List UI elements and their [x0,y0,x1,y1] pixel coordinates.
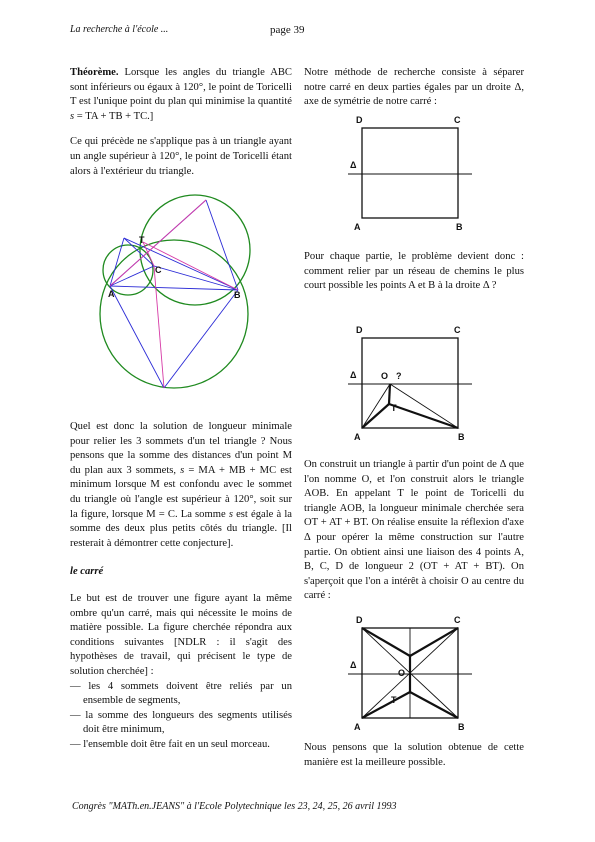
fig3-label-delta: Δ [350,370,357,380]
fig1-label-b: B [234,290,241,300]
fig4-label-b: B [458,722,465,732]
full-solution-figure [340,612,480,736]
fig4-label-delta: Δ [350,660,357,670]
fig3-label-a: A [354,432,361,442]
fig4-label-o: O [398,668,406,678]
fig2-label-a: A [354,222,361,232]
left-column-lower [70,420,292,752]
conditions-list [70,680,292,753]
fig3-label-q: ? [396,371,402,381]
page-footer: Congrès "MATh.en.JEANS" à l'Ecole Polytechnique les 23, 24, 25, 26 avril 1993 [72,801,397,812]
fig3-label-o: O [381,371,389,381]
conjecture-text-b: = MA + MB + MC est minimum lorsque M est confondu avec le sommet du triangle où l'angle est supérieur à 120°, soit sur la figure, lorsque M = C. La somme [70,464,292,520]
conjecture-text-c: est égale à la somme des deux plus petits côtés du triangle. [Il resterait à démontrer cette conjecture]. [70,508,293,549]
square-axis-figure [340,112,480,236]
fig4-label-c: C [454,615,461,625]
goal-paragraph: Le but est de trouver une figure ayant la même ombre qu'un carré, mais qui nécessite le moins de matière possible. La figure cherchée répondra aux conditions suivantes [NDLR : il s'agit des hypothèses de travail, qui précisent le type de solution cherchée] : [70,592,292,677]
list-item: — la somme des longueurs des segments utilisés doit être minimum, [70,709,292,736]
fig3-label-d: D [356,325,363,335]
theorem-s: s [70,110,75,122]
fig3-label-c: C [454,325,461,335]
toricelli-circles-figure [98,192,258,394]
running-header: La recherche à l'école ... [70,24,169,35]
fig3-label-b: B [458,432,465,442]
right-column-lower [304,458,524,615]
list-item: — l'ensemble doit être fait en un seul morceau. [70,738,270,750]
conjecture-paragraph [70,420,292,551]
fig1-label-a: A [108,289,115,299]
section-title: le carré [70,566,104,578]
fig1-label-c: C [155,265,162,275]
fig3-label-t: T [391,403,397,413]
theorem-paragraph [70,66,292,124]
blue-line-3 [124,238,238,290]
right-column-end [304,741,524,781]
problem-paragraph: Pour chaque partie, le problème devient donc : comment relier par un réseau de chemins le plus court possible les points A et B à la droite Δ ? [304,251,524,292]
conjecture-s: s [180,464,185,476]
triangle-abc [110,266,238,290]
fig4-label-d: D [356,615,363,625]
conclusion-paragraph: Nous pensons que la solution obtenue de cette manière est la meilleure possible. [304,742,524,768]
theorem-text-b: = TA + TB + TC.] [76,110,154,122]
triangle-aob [362,384,458,428]
right-column-mid [304,250,524,305]
fig2-label-d: D [356,115,363,125]
list-item: — les 4 sommets doivent être reliés par un ensemble de segments, [70,680,292,707]
conjecture-text-a: Quel est donc la solution de longueur minimale pour relier les 3 sommets d'un tel triangle ? Nous pensons que la somme des distances d'un point M du plan aux 3 sommets, [70,421,292,476]
construction-paragraph: On construit un triangle à partir d'un point de Δ que l'on nomme O, et l'on construit alors le triangle AOB. En appelant T le point de Toricelli du triangle AOB, la longueur minimale cherchée sera OT + AT + BT. On réalise ensuite la réflexion d'axe Δ pour opérer la même construction sur l'autre partie. On obtient ainsi une liaison des 4 points A, B, C, D de longueur 2 (OT + AT + BT). On s'aperçoit que l'on a intérêt à choisir O au centre du carré : [304,459,524,602]
page-number: page 39 [270,24,305,36]
fig1-label-t: T [139,235,145,245]
theorem-text-a: Lorsque les angles du triangle ABC sont inférieurs ou égaux à 120°, le point de Toricelli T est l'unique point du plan qui minimise la quantité [70,67,292,108]
theorem-label: Théorème. [70,67,119,78]
fig2-label-delta: Δ [350,160,357,170]
half-square-figure [340,322,480,446]
magenta-line-4 [143,242,154,266]
left-column [70,66,292,190]
fig2-label-c: C [454,115,461,125]
method-paragraph: Notre méthode de recherche consiste à séparer notre carré en deux parties égales par un droite Δ, axe de symétrie de notre carré : [304,67,524,108]
conjecture-s2: s [228,508,233,520]
blue-line-4 [110,286,164,388]
obtuse-paragraph: Ce qui précède ne s'applique pas à un triangle ayant un angle supérieur à 120°, le point de Toricelli étant alors à l'extérieur du triangle. [70,136,292,177]
fig4-label-a: A [354,722,361,732]
fig2-label-b: B [456,222,463,232]
circle-large-bottom [100,240,248,388]
fig4-label-t: T [391,695,397,705]
magenta-line-2 [154,266,164,388]
